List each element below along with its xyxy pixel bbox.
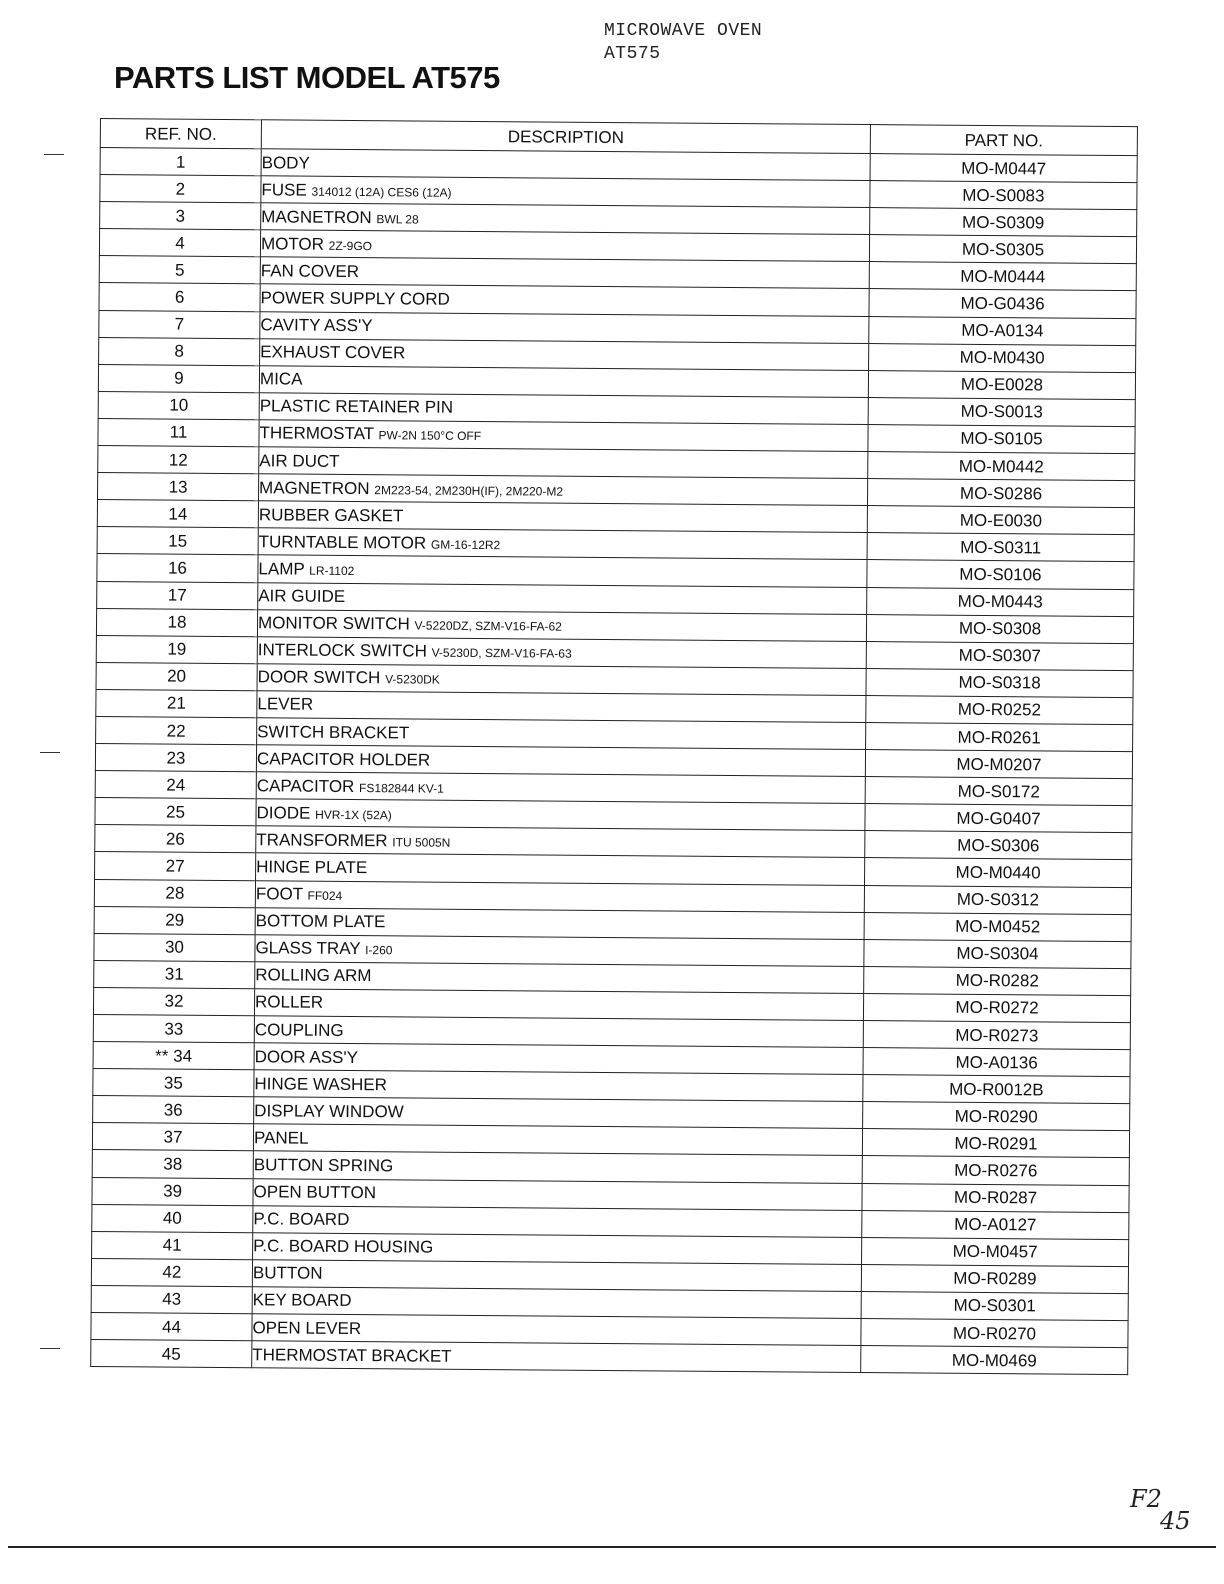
- part-number: MO-S0305: [869, 235, 1136, 264]
- ref-number: 44: [91, 1312, 252, 1340]
- part-name: INTERLOCK SWITCH: [257, 640, 427, 661]
- part-name: MAGNETRON: [261, 207, 372, 227]
- margin-tick-3: [40, 1348, 60, 1349]
- part-name: AIR GUIDE: [258, 586, 346, 606]
- column-header-ref: REF. NO.: [100, 119, 261, 149]
- part-spec: I-260: [365, 943, 393, 958]
- part-number: MO-E0028: [868, 370, 1135, 399]
- ref-number: 36: [93, 1096, 254, 1124]
- part-number: MO-S0083: [870, 181, 1137, 210]
- part-spec: GM-16-12R2: [430, 537, 501, 553]
- table-body: [91, 148, 1138, 1375]
- part-name: MAGNETRON: [259, 477, 370, 498]
- part-name: ROLLER: [254, 992, 324, 1013]
- part-number: MO-R0272: [863, 993, 1130, 1022]
- part-spec: 2Z-9GO: [328, 238, 373, 253]
- part-name: DOOR SWITCH: [257, 667, 381, 688]
- part-number: MO-M0447: [870, 154, 1137, 183]
- part-name: THERMOSTAT BRACKET: [252, 1344, 452, 1366]
- part-number: MO-A0127: [862, 1210, 1129, 1239]
- part-name: SWITCH BRACKET: [257, 721, 410, 742]
- ref-number: 16: [97, 554, 258, 582]
- part-number: MO-G0436: [869, 289, 1136, 318]
- part-number: MO-R0012B: [863, 1075, 1130, 1104]
- part-name: HINGE PLATE: [256, 857, 368, 878]
- parts-table: [90, 118, 1138, 1375]
- part-spec: 2M223-54, 2M230H(IF), 2M220-M2: [374, 482, 564, 499]
- ref-number: 39: [92, 1177, 253, 1205]
- ref-number: 9: [98, 364, 259, 392]
- ref-number: 29: [94, 906, 255, 934]
- part-number: MO-S0307: [866, 641, 1133, 670]
- part-name: P.C. BOARD: [253, 1209, 350, 1230]
- part-number: MO-M0207: [865, 750, 1132, 779]
- column-header-description: DESCRIPTION: [261, 120, 870, 154]
- part-name: DIODE: [256, 803, 311, 823]
- ref-number: 33: [93, 1014, 254, 1042]
- handwritten-note: [1130, 1485, 1191, 1535]
- margin-tick-2: [40, 752, 60, 753]
- part-spec: V-5220DZ, SZM-V16-FA-62: [414, 618, 562, 634]
- part-name: CAPACITOR: [256, 775, 355, 796]
- part-name: BUTTON SPRING: [253, 1155, 394, 1176]
- part-number: MO-S0172: [865, 777, 1132, 806]
- part-spec: V-5230D, SZM-V16-FA-63: [431, 645, 572, 661]
- part-name: LEVER: [257, 694, 314, 715]
- part-number: MO-M0440: [864, 858, 1131, 887]
- bottom-rule: [8, 1546, 1216, 1548]
- ref-number: 17: [97, 581, 258, 609]
- part-number: MO-R0252: [866, 695, 1133, 724]
- part-number: MO-S0309: [870, 208, 1137, 237]
- part-number: MO-G0407: [865, 804, 1132, 833]
- page-title: PARTS LIST MODEL AT575: [114, 60, 500, 95]
- part-name: EXHAUST COVER: [260, 342, 406, 363]
- part-spec: LR-1102: [309, 563, 355, 578]
- part-name: POWER SUPPLY CORD: [260, 288, 450, 309]
- part-spec: ITU 5005N: [392, 835, 451, 850]
- part-number: MO-A0134: [869, 316, 1136, 345]
- part-name: PANEL: [253, 1128, 309, 1148]
- ref-number: 32: [93, 987, 254, 1015]
- part-number: MO-S0304: [864, 939, 1131, 968]
- part-number: MO-R0290: [863, 1102, 1130, 1131]
- part-name: FAN COVER: [260, 261, 360, 281]
- part-name: P.C. BOARD HOUSING: [253, 1236, 434, 1257]
- ref-number: 1: [100, 148, 261, 176]
- part-number: MO-R0276: [862, 1156, 1129, 1185]
- ref-number: 19: [96, 635, 257, 663]
- part-number: MO-E0030: [867, 506, 1134, 535]
- part-number: MO-S0301: [861, 1291, 1128, 1320]
- part-number: MO-R0261: [866, 723, 1133, 752]
- part-number: MO-M0457: [862, 1237, 1129, 1266]
- ref-number: 4: [99, 229, 260, 257]
- ref-number: 3: [100, 202, 261, 230]
- part-number: MO-S0308: [866, 614, 1133, 643]
- column-header-part: PART NO.: [870, 125, 1137, 156]
- part-name: GLASS TRAY: [255, 938, 361, 959]
- part-name: RUBBER GASKET: [258, 505, 404, 526]
- ref-number: 24: [95, 771, 256, 799]
- part-number: MO-S0013: [868, 397, 1135, 426]
- part-number: MO-S0105: [868, 424, 1135, 453]
- part-number: MO-R0289: [861, 1264, 1128, 1293]
- part-number: MO-S0318: [866, 668, 1133, 697]
- ref-number: 45: [91, 1340, 252, 1368]
- ref-number: 11: [98, 418, 259, 446]
- part-name: MONITOR SWITCH: [257, 613, 410, 634]
- ref-number: 22: [96, 716, 257, 744]
- part-number: MO-M0443: [867, 587, 1134, 616]
- ref-number: 15: [97, 527, 258, 555]
- part-number: MO-S0306: [865, 831, 1132, 860]
- ref-number: 10: [98, 391, 259, 419]
- part-number: MO-A0136: [863, 1048, 1130, 1077]
- part-number: MO-R0282: [864, 966, 1131, 995]
- part-number: MO-R0270: [861, 1319, 1128, 1348]
- part-number: MO-S0286: [867, 479, 1134, 508]
- ref-number: 18: [96, 608, 257, 636]
- part-name: CAPACITOR HOLDER: [256, 748, 431, 770]
- part-name: AIR DUCT: [259, 450, 340, 471]
- part-name: FOOT: [255, 884, 303, 904]
- part-number: MO-S0312: [864, 885, 1131, 914]
- part-name: TRANSFORMER: [256, 830, 388, 851]
- part-number: MO-R0291: [862, 1129, 1129, 1158]
- part-name: THERMOSTAT: [259, 423, 374, 444]
- part-spec: 314012 (12A) CES6 (12A): [311, 184, 452, 200]
- part-name: COUPLING: [254, 1019, 344, 1040]
- part-spec: PW-2N 150°C OFF: [378, 428, 482, 444]
- typed-header: [604, 20, 762, 66]
- part-number: MO-R0273: [863, 1021, 1130, 1050]
- part-name: TURNTABLE MOTOR: [258, 532, 427, 553]
- description-cell: [252, 1341, 861, 1373]
- ref-number: 5: [99, 256, 260, 284]
- part-number: MO-R0287: [862, 1183, 1129, 1212]
- handwritten-note-line1: F2: [1130, 1485, 1162, 1513]
- ref-number: 40: [92, 1204, 253, 1232]
- part-name: DOOR ASS'Y: [254, 1046, 359, 1067]
- part-number: MO-M0442: [868, 452, 1135, 481]
- ref-number: 2: [100, 175, 261, 203]
- ref-number: 21: [96, 689, 257, 717]
- ref-number: 42: [91, 1258, 252, 1286]
- part-number: MO-M0452: [864, 912, 1131, 941]
- part-name: LAMP: [258, 559, 305, 579]
- ref-number: 25: [95, 798, 256, 826]
- part-spec: FS182844 KV-1: [359, 780, 444, 796]
- part-name: CAVITY ASS'Y: [260, 315, 373, 336]
- part-name: HINGE WASHER: [254, 1073, 388, 1095]
- ref-number: 37: [92, 1123, 253, 1151]
- ref-number: 6: [99, 283, 260, 311]
- ref-number: 20: [96, 662, 257, 690]
- part-name: FUSE: [261, 179, 307, 200]
- part-spec: FF024: [307, 888, 343, 904]
- ref-number: 27: [95, 852, 256, 880]
- ref-number: 35: [93, 1069, 254, 1097]
- ref-number: 38: [92, 1150, 253, 1178]
- ref-number: 8: [99, 337, 260, 365]
- typed-product-line: MICROWAVE OVEN: [604, 21, 763, 41]
- part-name: BUTTON: [252, 1263, 323, 1284]
- part-name: OPEN LEVER: [252, 1317, 362, 1338]
- ref-number: 13: [98, 473, 259, 501]
- ref-number: 41: [92, 1231, 253, 1259]
- part-name: KEY BOARD: [252, 1290, 352, 1311]
- part-number: MO-S0311: [867, 533, 1134, 562]
- part-name: DISPLAY WINDOW: [254, 1101, 404, 1122]
- part-name: PLASTIC RETAINER PIN: [259, 396, 454, 418]
- part-number: MO-M0430: [869, 343, 1136, 372]
- part-name: OPEN BUTTON: [253, 1182, 377, 1203]
- part-number: MO-M0469: [861, 1346, 1128, 1375]
- part-name: ROLLING ARM: [255, 965, 372, 986]
- part-number: MO-S0106: [867, 560, 1134, 589]
- margin-tick-1: [44, 154, 64, 155]
- part-name: BODY: [261, 152, 310, 173]
- ref-number: 12: [98, 446, 259, 474]
- part-spec: BWL 28: [376, 211, 419, 227]
- part-name: MICA: [259, 369, 303, 389]
- ref-number: 30: [94, 933, 255, 961]
- ref-number: 7: [99, 310, 260, 338]
- part-spec: V-5230DK: [385, 672, 440, 688]
- ref-number: 23: [95, 744, 256, 772]
- part-name: MOTOR: [260, 234, 325, 254]
- handwritten-note-line2: 45: [1160, 1507, 1191, 1535]
- part-spec: HVR-1X (52A): [315, 807, 392, 823]
- ref-number: 14: [97, 500, 258, 528]
- ref-number: ** 34: [93, 1042, 254, 1070]
- ref-number: 26: [95, 825, 256, 853]
- part-name: BOTTOM PLATE: [255, 911, 386, 932]
- ref-number: 31: [94, 960, 255, 988]
- typed-model-line: AT575: [604, 44, 661, 64]
- ref-number: 43: [91, 1285, 252, 1313]
- part-number: MO-M0444: [869, 262, 1136, 291]
- ref-number: 28: [94, 879, 255, 907]
